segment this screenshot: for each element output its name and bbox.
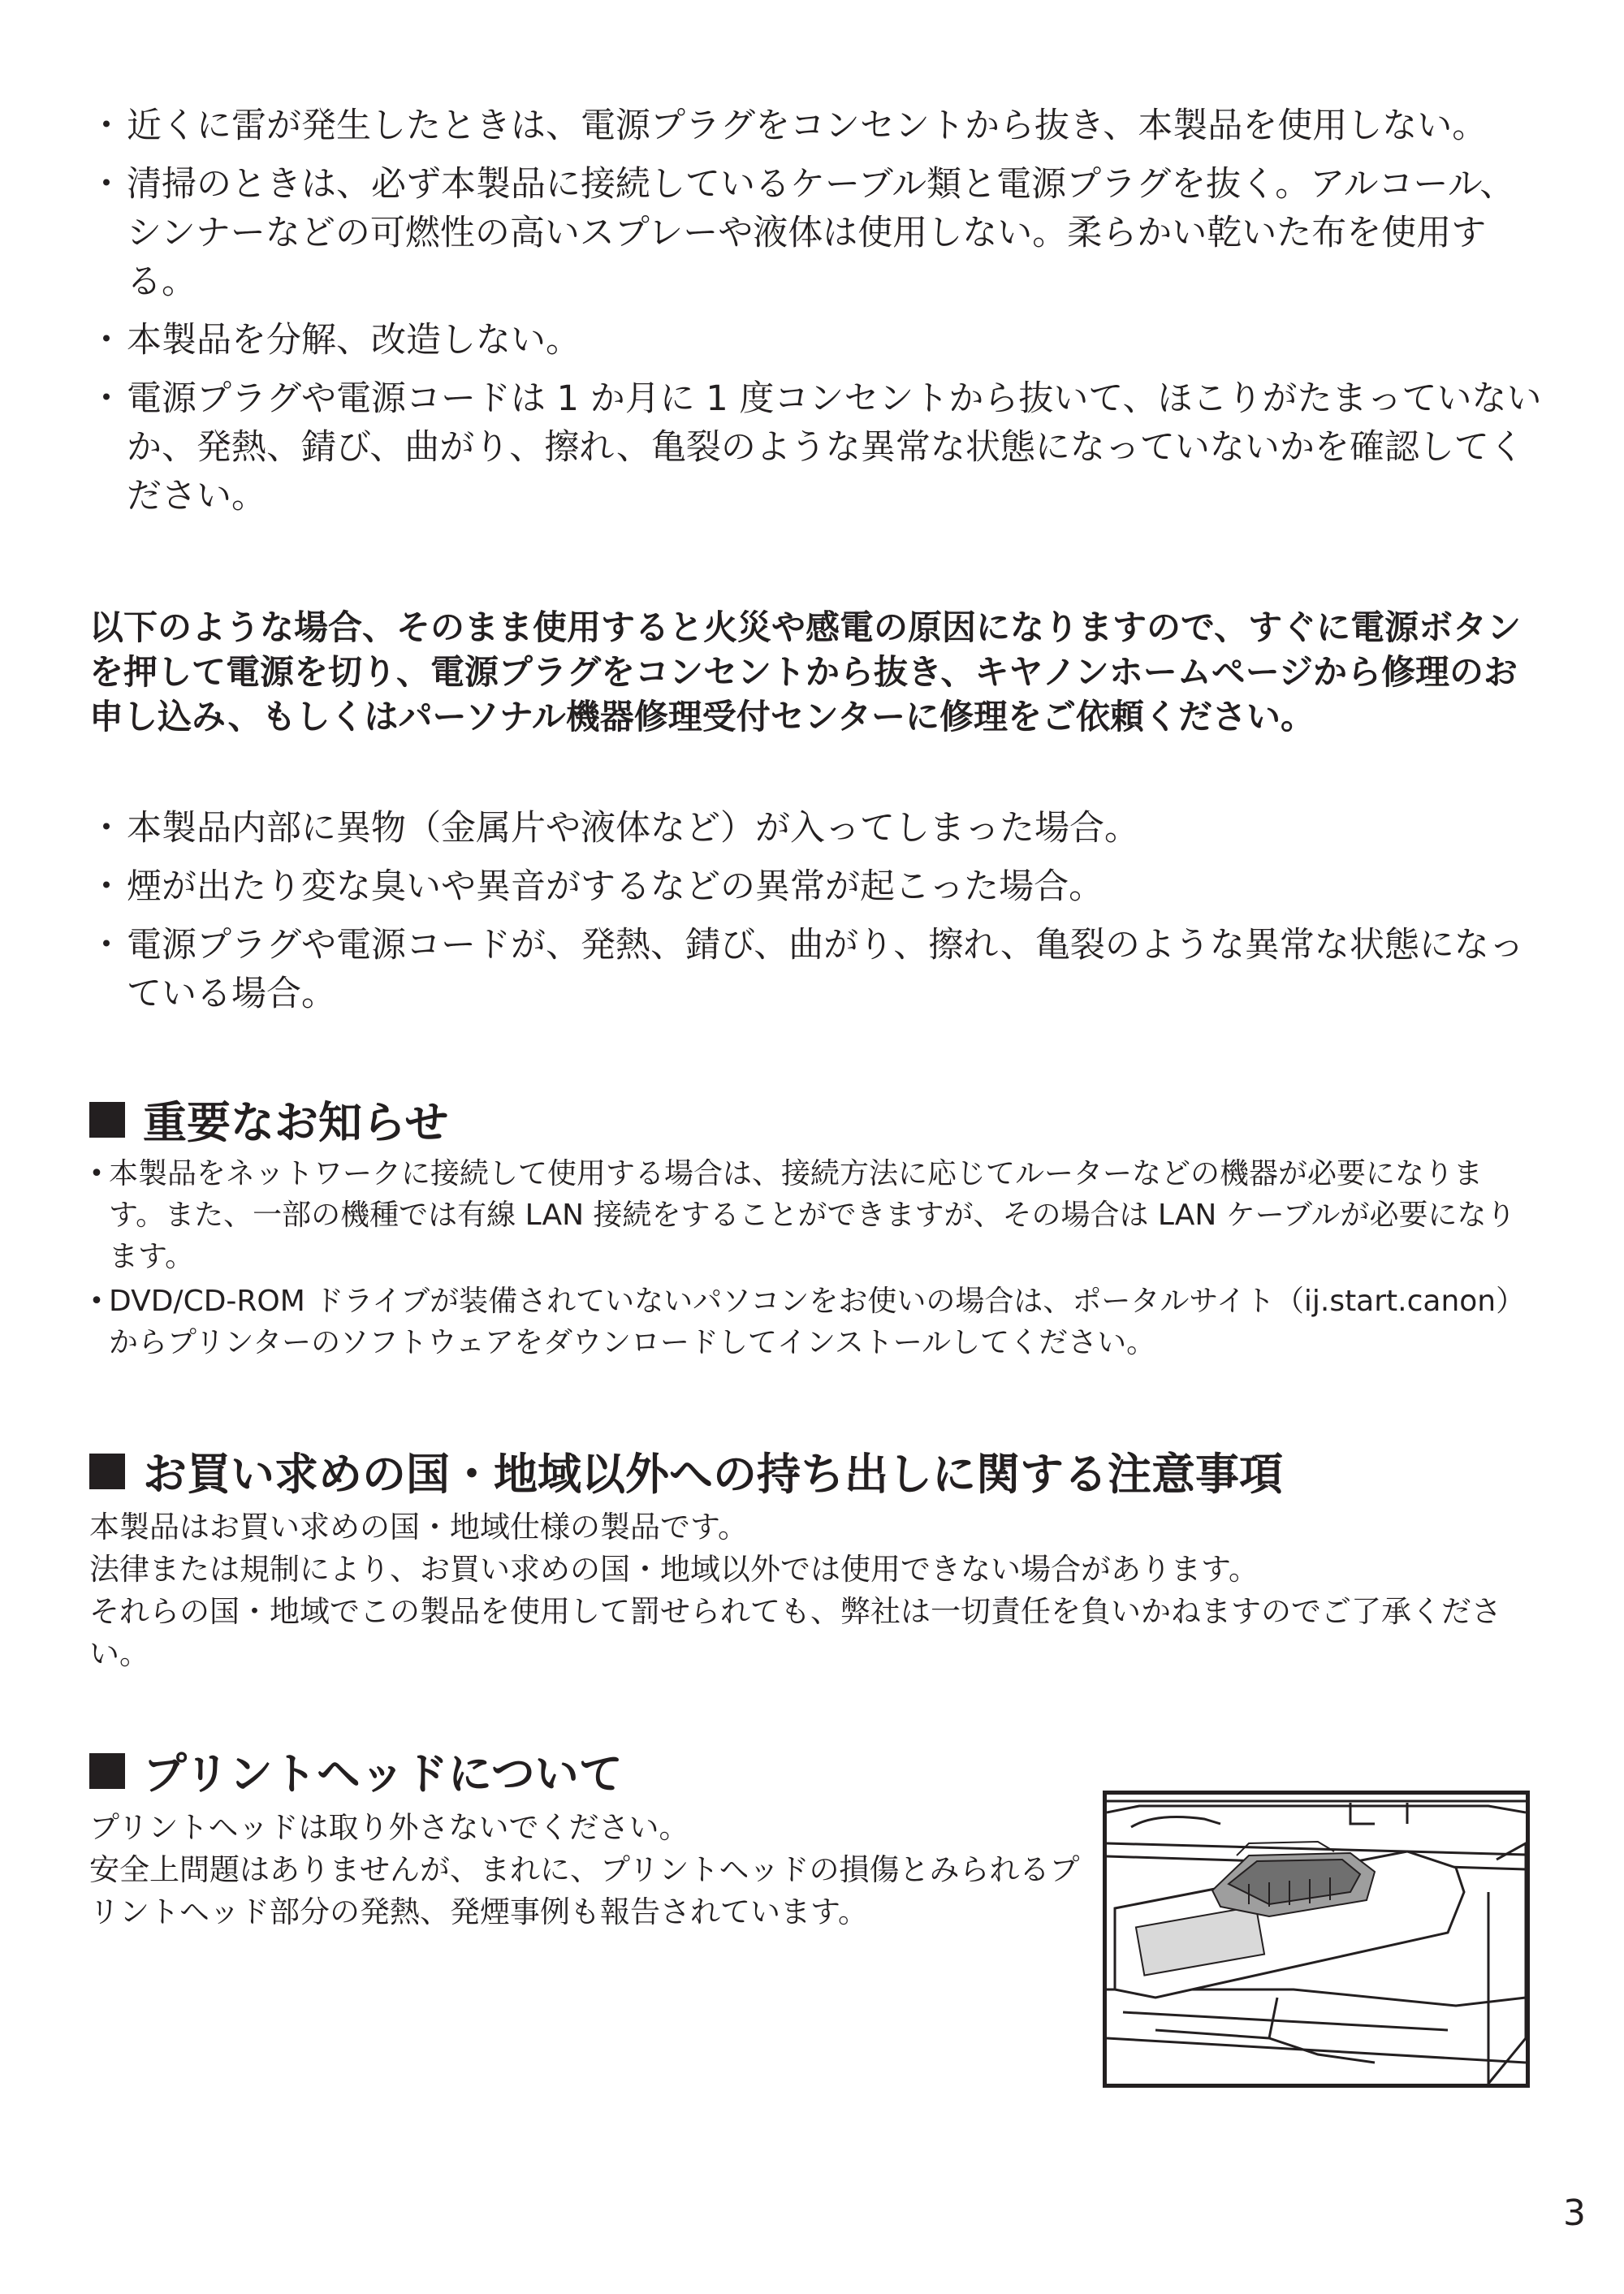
- list-item: ・ 本製品内部に異物（金属片や液体など）が入ってしまった場合。: [89, 808, 1139, 849]
- printer-printhead-illustration: [1103, 1791, 1530, 2088]
- section-title: お買い求めの国・地域以外への持ち出しに関する注意事項: [143, 1449, 1283, 1500]
- list-item-text: 電源プラグや電源コードが、発熱、錆び、曲がり、擦れ、亀裂のような異常な状態になっている場合。: [127, 925, 1524, 1014]
- warning-paragraph: 以下のような場合、そのまま使用すると火災や感電の原因になりますので、すぐに電源ボタンを押して電源を切り、電源プラグをコンセントから抜き、キヤノンホームページから修理のお申し込み、もしくはパーソナル機器修理受付センターに修理をご依頼ください。: [89, 607, 1522, 737]
- square-bullet-icon: [89, 1753, 125, 1789]
- export-notice-line: それらの国・地域でこの製品を使用して罰せられても、弊社は一切責任を負いかねますのでご了承ください。: [89, 1594, 1501, 1671]
- important-bullet-list: [88, 1153, 1533, 1367]
- list-item-text: 本製品をネットワークに接続して使用する場合は、接続方法に応じてルーターなどの機器が必要になります。また、一部の機種では有線 LAN 接続をすることができますが、その場合は LAN ケーブルが必要になります。: [109, 1157, 1516, 1273]
- square-bullet-icon: [89, 1102, 125, 1138]
- export-notice-heading: [89, 1440, 1283, 1502]
- list-item: ・ 電源プラグや電源コードは 1 か月に 1 度コンセントから抜いて、ほこりがたまっていないか、発熱、錆び、曲がり、擦れ、亀裂のような異常な状態になっていないかを確認してください。: [89, 378, 1542, 516]
- list-item-text: 本製品を分解、改造しない。: [127, 320, 581, 361]
- list-item: ・ 清掃のときは、必ず本製品に接続しているケーブル類と電源プラグを抜く。アルコール、シンナーなどの可燃性の高いスプレーや液体は使用しない。柔らかい乾いた布を使用する。: [89, 164, 1515, 302]
- export-notice-body: [89, 1506, 1543, 1675]
- list-item-text: 近くに雷が発生したときは、電源プラグをコンセントから抜き、本製品を使用しない。: [127, 106, 1488, 146]
- warning-bullet-list: [88, 804, 1549, 1028]
- printhead-heading: [89, 1739, 623, 1802]
- list-item: • DVD/CD-ROM ドライブが装備されていないパソコンをお使いの場合は、ポータルサイト（ij.start.canon）からプリンターのソフトウェアをダウンロードしてインストールしてください。: [89, 1285, 1526, 1359]
- list-item: ・ 電源プラグや電源コードが、発熱、錆び、曲がり、擦れ、亀裂のような異常な状態になっている場合。: [89, 925, 1524, 1014]
- list-item-text: DVD/CD-ROM ドライブが装備されていないパソコンをお使いの場合は、ポータルサイト（ij.start.canon）からプリンターのソフトウェアをダウンロードしてインストールしてください。: [109, 1285, 1526, 1359]
- list-item: ・ 近くに雷が発生したときは、電源プラグをコンセントから抜き、本製品を使用しない。: [89, 106, 1488, 146]
- list-item: ・ 煙が出たり変な臭いや異音がするなどの異常が起こった場合。: [89, 866, 1104, 907]
- printer-line-drawing: [1107, 1795, 1526, 2084]
- section-title: プリントヘッドについて: [143, 1748, 623, 1799]
- list-item: ・ 本製品を分解、改造しない。: [89, 320, 581, 361]
- printhead-line: 安全上問題はありませんが、まれに、プリントヘッドの損傷とみられるプリントヘッド部分の発熱、発煙事例も報告されています。: [89, 1852, 1080, 1929]
- square-bullet-icon: [89, 1454, 125, 1489]
- list-item-text: 煙が出たり変な臭いや異音がするなどの異常が起こった場合。: [127, 866, 1104, 907]
- list-item: • 本製品をネットワークに接続して使用する場合は、接続方法に応じてルーターなどの機器が必要になります。また、一部の機種では有線 LAN 接続をすることができますが、その場合は LAN ケーブルが必要になります。: [89, 1157, 1516, 1273]
- export-notice-line: 法律または規制により、お買い求めの国・地域以外では使用できない場合があります。: [89, 1552, 1259, 1587]
- important-heading: [89, 1088, 448, 1151]
- export-notice-line: 本製品はお買い求めの国・地域仕様の製品です。: [89, 1510, 749, 1544]
- printhead-body: [89, 1807, 1080, 1933]
- list-item-text: 電源プラグや電源コードは 1 か月に 1 度コンセントから抜いて、ほこりがたまっていないか、発熱、錆び、曲がり、擦れ、亀裂のような異常な状態になっていないかを確認してください。: [127, 378, 1542, 516]
- printhead-line: プリントヘッドは取り外さないでください。: [89, 1810, 689, 1845]
- safety-bullet-list: [88, 102, 1549, 530]
- page-number: 3: [1563, 2192, 1586, 2234]
- list-item-text: 本製品内部に異物（金属片や液体など）が入ってしまった場合。: [127, 808, 1139, 849]
- section-title: 重要なお知らせ: [143, 1097, 449, 1148]
- list-item-text: 清掃のときは、必ず本製品に接続しているケーブル類と電源プラグを抜く。アルコール、シンナーなどの可燃性の高いスプレーや液体は使用しない。柔らかい乾いた布を使用する。: [127, 164, 1515, 302]
